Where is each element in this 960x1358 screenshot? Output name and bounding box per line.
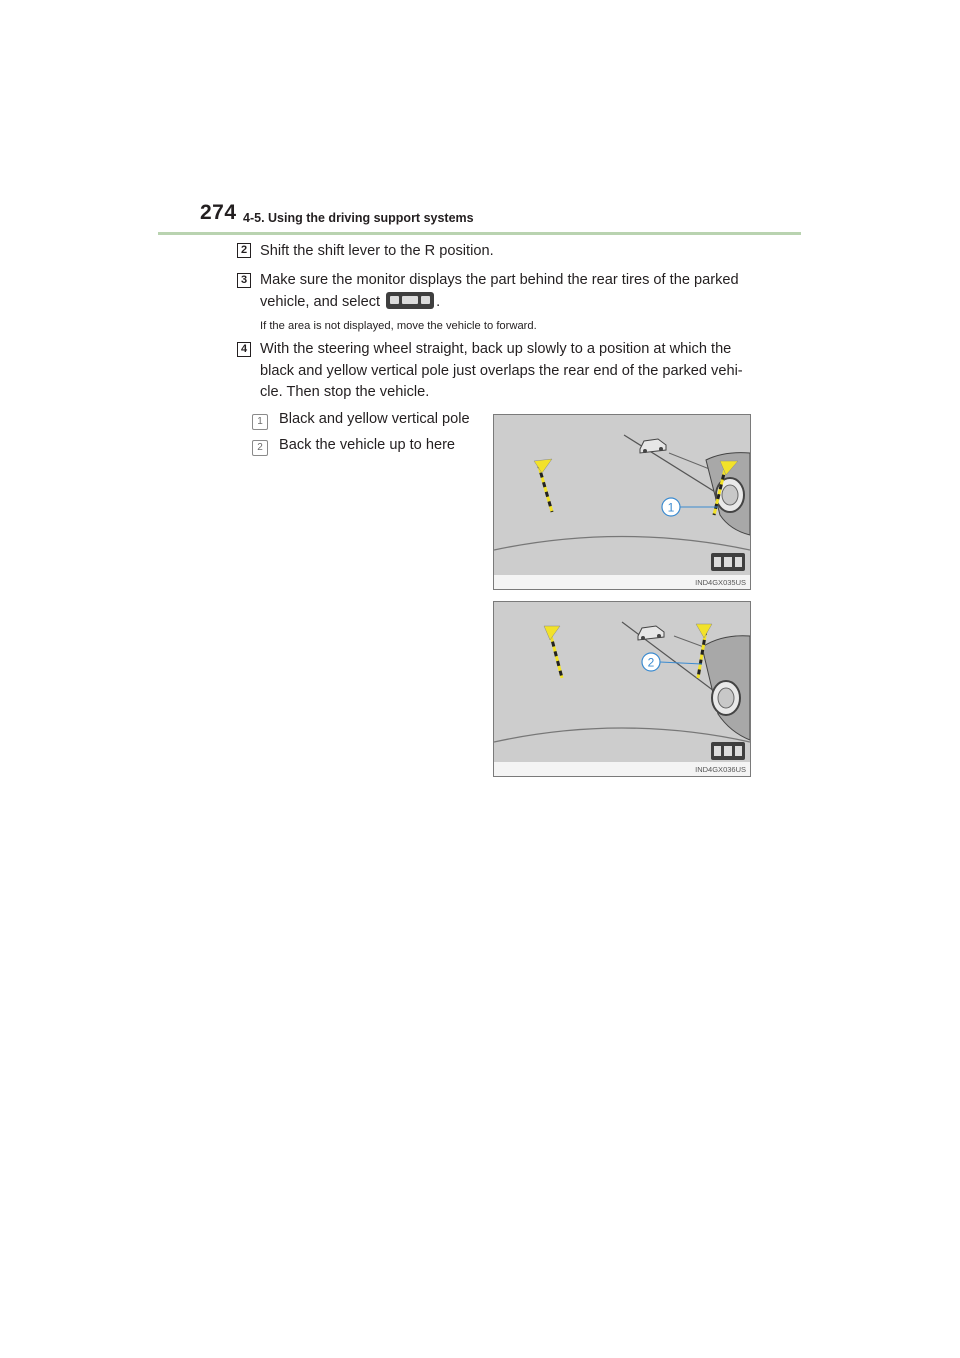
- step-number-3: 3: [237, 273, 251, 288]
- parking-view-select-icon: [386, 292, 434, 309]
- step-3-note: If the area is not displayed, move the vehicle to forward.: [260, 320, 537, 332]
- step-2-text: Shift the shift lever to the R position.: [260, 243, 494, 259]
- camera-view-illustration-1: [494, 415, 750, 589]
- figure-1-callout: 1: [667, 500, 675, 515]
- step-3-text: [260, 270, 750, 313]
- legend-label-2: Back the vehicle up to here: [279, 437, 456, 453]
- step-3-text-after: .: [436, 293, 441, 310]
- view-switch-button: [711, 553, 745, 571]
- step-4-text: With the steering wheel straight, back up slowly to a position at which the black and yellow vertical pole just overlaps the rear end of the parked vehi-cle. Then stop the vehicle.: [260, 341, 743, 400]
- camera-view-illustration-2: [494, 602, 750, 776]
- figure-camera-view-2: [493, 601, 751, 777]
- step-number-4: 4: [237, 342, 251, 357]
- step-number-2: 2: [237, 243, 251, 258]
- section-title: 4-5. Using the driving support systems: [243, 211, 474, 225]
- figure-2-callout: 2: [647, 655, 655, 670]
- legend-number-1: 1: [252, 414, 268, 430]
- header-rule: [158, 232, 801, 235]
- figure-camera-view-1: [493, 414, 751, 590]
- view-switch-button: [711, 742, 745, 760]
- figure-2-code: IND4GX036US: [695, 765, 746, 774]
- legend-number-2: 2: [252, 440, 268, 456]
- figure-1-code: IND4GX035US: [695, 578, 746, 587]
- step-3-text-before: Make sure the monitor displays the part behind the rear tires of the parked vehicle, and select: [260, 272, 739, 310]
- legend-label-1: Black and yellow vertical pole: [279, 411, 470, 427]
- page-number: 274: [200, 201, 237, 224]
